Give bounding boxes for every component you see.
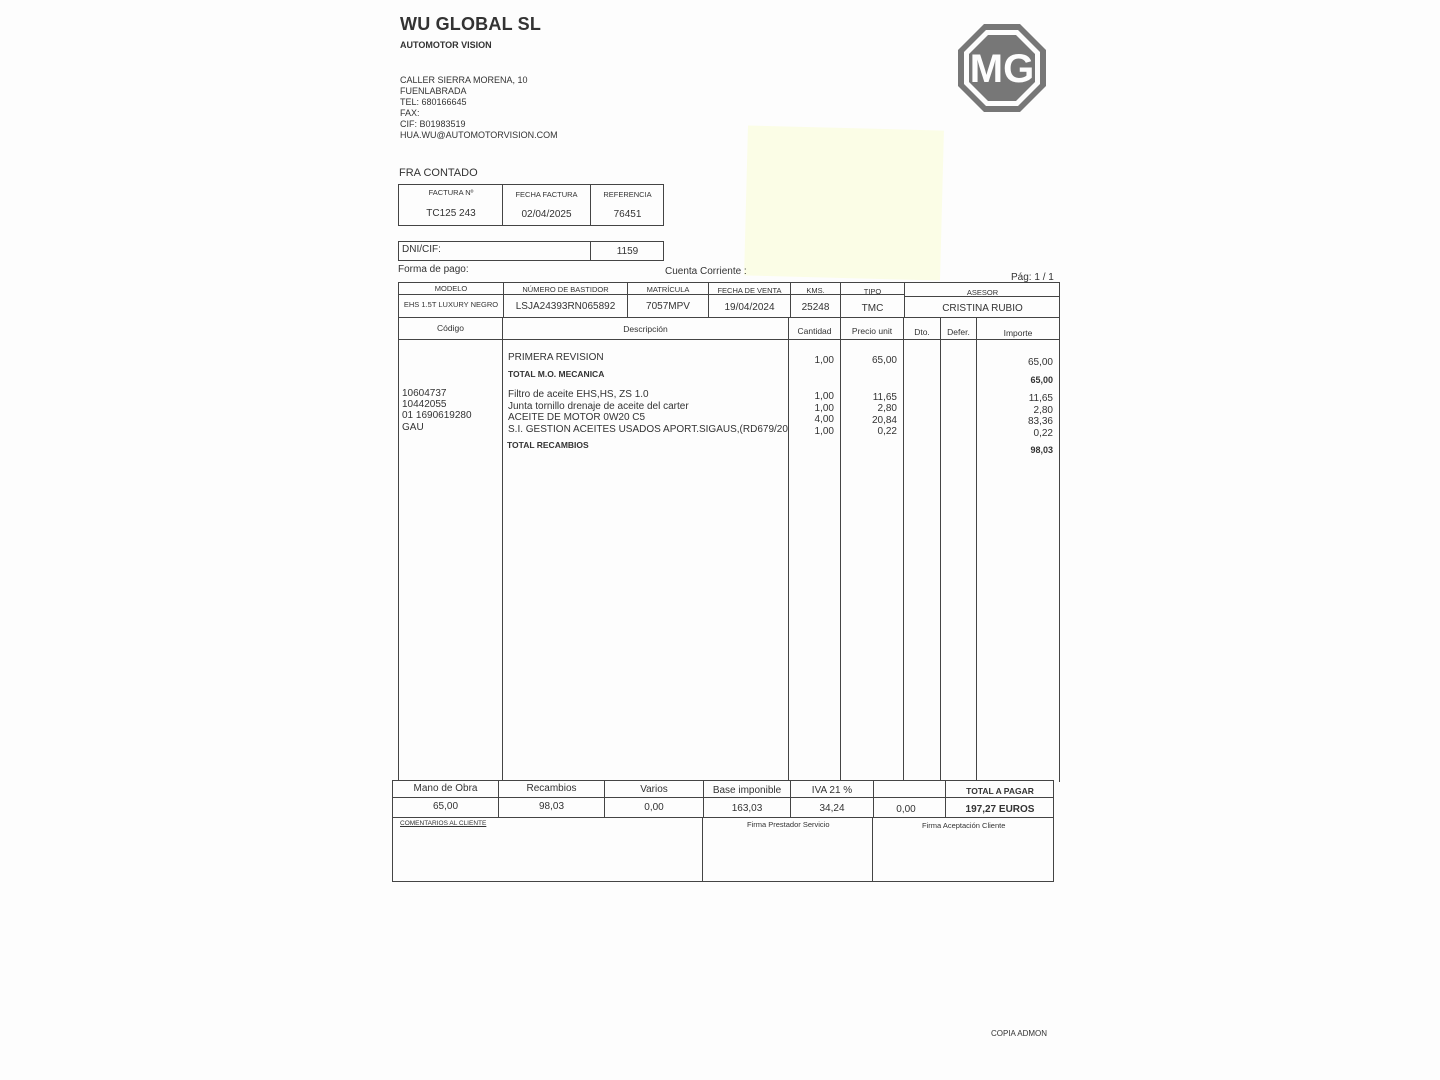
part-cantidad: 1,00 xyxy=(814,403,834,414)
part-importe: 2,80 xyxy=(1033,405,1053,416)
part-cantidad: 1,00 xyxy=(814,426,834,437)
invoice-type: FRA CONTADO xyxy=(399,167,478,179)
vehicle-plate: 7057MPV xyxy=(646,301,690,312)
totals-header-labor: Mano de Obra xyxy=(413,783,478,794)
comments-label: COMENTARIOS AL CLIENTE xyxy=(400,820,487,827)
total-to-pay: 197,27 EUROS xyxy=(965,804,1035,815)
vehicle-header-kms: KMS. xyxy=(806,286,825,295)
address-line: TEL: 680166645 xyxy=(400,97,467,107)
part-cantidad: 1,00 xyxy=(814,391,834,402)
total-labor: 65,00 xyxy=(432,801,459,812)
vehicle-model: EHS 1.5T LUXURY NEGRO xyxy=(403,300,499,309)
labor-cantidad: 1,00 xyxy=(814,355,834,366)
account-label: Cuenta Corriente : xyxy=(665,266,747,277)
vehicle-type: TMC xyxy=(861,303,884,314)
invoice-number: TC125 243 xyxy=(426,208,476,219)
copy-label: COPIA ADMON xyxy=(991,1029,1048,1038)
part-description: S.I. GESTION ACEITES USADOS APORT.SIGAUS,(RD679/20 xyxy=(508,424,788,435)
provider-signature-label: Firma Prestador Servicio xyxy=(747,820,830,829)
part-importe: 0,22 xyxy=(1033,428,1053,439)
address-line: FAX: xyxy=(400,108,420,118)
vehicle-advisor: CRISTINA RUBIO xyxy=(942,303,1023,314)
address-line: CIF: B01983519 xyxy=(400,119,466,129)
part-precio: 0,22 xyxy=(877,426,897,437)
labor-importe: 65,00 xyxy=(1027,357,1053,368)
part-importe: 83,36 xyxy=(1027,416,1053,427)
totals-header-iva: IVA 21 % xyxy=(811,785,853,796)
column-precio: Precio unit xyxy=(851,326,893,336)
vehicle-sale-date: 19/04/2024 xyxy=(724,302,775,313)
invoice-date: 02/04/2025 xyxy=(521,209,572,220)
labor-total: 65,00 xyxy=(1030,375,1053,385)
parts-total-label: TOTAL RECAMBIOS xyxy=(507,440,589,450)
dni-value: 1159 xyxy=(616,246,639,257)
part-description: Junta tornillo drenaje de aceite del carter xyxy=(508,401,689,412)
part-precio: 20,84 xyxy=(871,415,897,426)
vehicle-kms: 25248 xyxy=(801,302,830,313)
page-number: Pág: 1 / 1 xyxy=(1011,272,1054,283)
part-code: 10604737 xyxy=(402,388,447,399)
vehicle-header-sale-date: FECHA DE VENTA xyxy=(717,286,782,295)
vehicle-header-vin: NÚMERO DE BASTIDOR xyxy=(522,285,609,294)
totals-header-total: TOTAL A PAGAR xyxy=(966,786,1034,796)
part-importe: 11,65 xyxy=(1028,393,1053,404)
column-importe: Importe xyxy=(1003,328,1033,338)
dni-label: DNI/CIF: xyxy=(402,244,441,255)
labor-precio: 65,00 xyxy=(871,355,897,366)
vehicle-header-plate: MATRÍCULA xyxy=(646,285,690,294)
column-defer: Defer. xyxy=(947,327,970,337)
column-dto: Dto. xyxy=(914,327,930,337)
company-subtitle: AUTOMOTOR VISION xyxy=(400,40,492,50)
invoice-number-header: FACTURA Nº xyxy=(428,188,474,197)
address-line: HUA.WU@AUTOMOTORVISION.COM xyxy=(400,130,558,140)
parts-total: 98,03 xyxy=(1030,445,1053,455)
totals-header-parts: Recambios xyxy=(526,783,577,794)
total-parts: 98,03 xyxy=(538,801,565,812)
vehicle-header-type: TIPO xyxy=(863,287,882,296)
address-line: FUENLABRADA xyxy=(400,86,467,96)
reference-header: REFERENCIA xyxy=(603,190,652,199)
vehicle-header-model: MODELO xyxy=(434,284,468,293)
part-code: 01 1690619280 xyxy=(402,410,472,421)
totals-header-misc: Varios xyxy=(640,784,668,795)
sticky-note xyxy=(744,125,944,280)
vehicle-vin: LSJA24393RN065892 xyxy=(515,301,616,312)
logo-text: MG xyxy=(969,47,1035,91)
column-codigo: Código xyxy=(437,323,464,333)
column-descripcion: Descripción xyxy=(623,324,668,334)
invoice-date-header: FECHA FACTURA xyxy=(515,190,578,199)
reference-value: 76451 xyxy=(613,209,642,220)
part-description: ACEITE DE MOTOR 0W20 C5 xyxy=(508,412,646,423)
part-cantidad: 4,00 xyxy=(814,414,834,425)
total-iva: 34,24 xyxy=(819,803,845,814)
client-signature-label: Firma Aceptación Cliente xyxy=(922,821,1006,830)
company-name: WU GLOBAL SL xyxy=(400,14,542,34)
part-description: Filtro de aceite EHS,HS, ZS 1.0 xyxy=(508,389,649,400)
part-precio: 2,80 xyxy=(877,403,897,414)
total-misc: 0,00 xyxy=(644,802,664,813)
column-cantidad: Cantidad xyxy=(797,326,832,336)
mg-logo-icon xyxy=(956,22,1048,114)
vehicle-header-advisor: ASESOR xyxy=(966,288,999,297)
address-line: CALLER SIERRA MORENA, 10 xyxy=(400,75,528,85)
total-base: 163,03 xyxy=(731,803,763,814)
payment-method-label: Forma de pago: xyxy=(398,264,469,275)
labor-total-label: TOTAL M.O. MECANICA xyxy=(508,369,605,379)
totals-header-base: Base imponible xyxy=(712,785,782,796)
part-precio: 11,65 xyxy=(872,392,897,403)
labor-description: PRIMERA REVISION xyxy=(508,352,604,363)
part-code: 10442055 xyxy=(402,399,447,410)
total-other: 0,00 xyxy=(896,804,916,815)
part-code: GAU xyxy=(402,422,424,433)
